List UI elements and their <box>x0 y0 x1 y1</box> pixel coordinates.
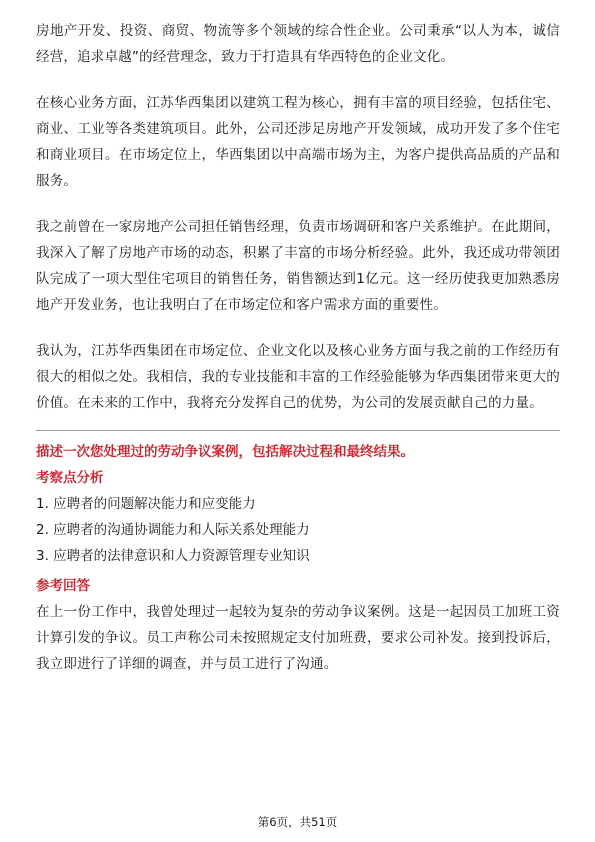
page-number: 第6页，共51页 <box>257 815 338 829</box>
body-paragraph: 房地产开发、投资、商贸、物流等多个领域的综合性企业。公司秉承“以人为本，诚信经营，追求卓越”的经营理念，致力于打造具有华西特色的企业文化。 <box>36 23 560 65</box>
analysis-list <box>36 491 560 569</box>
body-paragraph: 我认为，江苏华西集团在市场定位、企业文化以及核心业务方面与我之前的工作经历有很大的相似之处。我相信，我的专业技能和丰富的工作经验能够为华西集团带来更大的价值。在未来的工作中，我将充分发挥自己的优势，为公司的发展贡献自己的力量。 <box>36 343 560 411</box>
list-item: 3. 应聘者的法律意识和人力资源管理专业知识 <box>36 548 310 564</box>
page-content <box>36 18 560 677</box>
analysis-heading: 考察点分析 <box>36 470 104 486</box>
list-item: 2. 应聘者的沟通协调能力和人际关系处理能力 <box>36 522 310 538</box>
body-paragraph: 在核心业务方面，江苏华西集团以建筑工程为核心，拥有丰富的项目经验，包括住宅、商业、工业等各类建筑项目。此外，公司还涉足房地产开发领域，成功开发了多个住宅和商业项目。在市场定位上，华西集团以中高端市场为主，为客户提供高品质的产品和服务。 <box>36 95 560 189</box>
reference-heading: 参考回答 <box>36 578 90 594</box>
interview-question: 描述一次您处理过的劳动争议案例，包括解决过程和最终结果。 <box>36 444 414 460</box>
list-item: 1. 应聘者的问题解决能力和应变能力 <box>36 496 256 512</box>
section-divider <box>36 430 560 431</box>
body-paragraph: 我之前曾在一家房地产公司担任销售经理，负责市场调研和客户关系维护。在此期间，我深入了解了房地产市场的动态，积累了丰富的市场分析经验。此外，我还成功带领团队完成了一项大型住宅项目的销售任务，销售额达到1亿元。这一经历使我更加熟悉房地产开发业务，也让我明白了在市场定位和客户需求方面的重要性。 <box>36 219 560 313</box>
reference-answer: 在上一份工作中，我曾处理过一起较为复杂的劳动争议案例。这是一起因员工加班工资计算引发的争议。员工声称公司未按照规定支付加班费，要求公司补发。接到投诉后，我立即进行了详细的调查，并与员工进行了沟通。 <box>36 604 560 672</box>
